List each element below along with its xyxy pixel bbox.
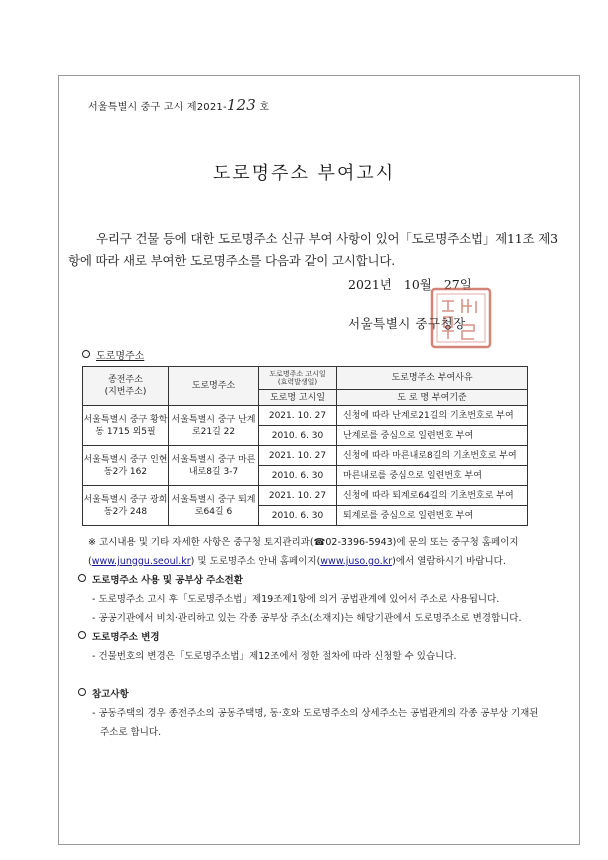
section-reference-head: 참고사항 [78,685,548,704]
page-title: 도로명주소 부여고시 [212,163,396,184]
contact-note: ※ 고시내용 및 기타 자세한 사항은 중구청 토지관리과(☎02-3396-5943)에 문의 또는 중구청 홈페이지(www.junggu.seoul.kr) 및 도로명주소 안내 홈페이지(www.juso.go.kr)에서 열람하시기 바랍니다. [88,537,519,567]
notice-handwritten-number: 123 [226,96,257,114]
header-jibun: 종전주소 (지번주소) [83,367,169,406]
date-cell: 2021. 10. 27 [259,446,337,466]
notice-signer: 서울특별시 중구청장 [348,316,466,331]
jibun-cell: 서울특별시 중구 황학동 1715 외5필 [83,406,169,446]
date-cell: 2010. 6. 30 [259,466,337,486]
date-cell: 2021. 10. 27 [259,406,337,426]
header-date-top: 도로명주소 고시일 (효력발생일) [259,367,337,390]
list-item: - 공동주택의 경우 종전주소의 공동주택명, 동·호와 도로명주소의 상세주소는 공법관계의 각종 공부상 기재된 주소로 합니다. [92,708,539,738]
list-item: - 건물번호의 변경은「도로명주소법」제12조에서 정한 절차에 따라 신청할 수 있습니다. [92,651,457,662]
reason-cell: 난계로를 중심으로 일련번호 부여 [337,426,528,446]
header-road: 도로명주소 [169,367,259,406]
road-cell: 서울특별시 중구 마른내로8길 3-7 [169,446,259,486]
list-item: - 도로명주소 고시 후「도로명주소법」제19조제1항에 의거 공법관계에 있어서 주소로 사용됩니다. [92,594,500,605]
circle-bullet-icon [78,631,86,639]
notice-body: 우리구 건물 등에 대한 도로명주소 신규 부여 사항이 있어「도로명주소법」제11조 제3항에 따라 새로 부여한 도로명주소를 다음과 같이 고시합니다. [68,231,558,268]
table-row [83,406,528,426]
header-reason-sub: 도 로 명 부여기준 [337,390,528,406]
address-table [82,366,528,526]
header-reason: 도로명주소 부여사유 [337,367,528,390]
section-road-address-head: 도로명주소 [82,347,144,362]
circle-bullet-icon [78,574,86,582]
header-date-sub: 도로명 고시일 [259,390,337,406]
circle-bullet-icon [82,350,90,358]
table-row [83,486,528,506]
table-row [83,446,528,466]
road-cell: 서울특별시 중구 난계로21길 22 [169,406,259,446]
notice-suffix: 호 [259,102,270,113]
section-reference [78,685,548,742]
juso-homepage-link[interactable]: www.juso.go.kr [320,556,393,567]
jibun-cell: 서울특별시 중구 인현동2가 162 [83,446,169,486]
notice-number [88,96,269,114]
section-usage-head: 도로명주소 사용 및 공부상 주소전환 [78,571,548,590]
reason-cell: 마른내로를 중심으로 일련번호 부여 [337,466,528,486]
section-usage [78,571,548,628]
circle-bullet-icon [78,688,86,696]
junggu-homepage-link[interactable]: www.junggu.seoul.kr [91,556,191,567]
notice-prefix: 서울특별시 중구 고시 제2021- [88,102,227,113]
date-cell: 2021. 10. 27 [259,486,337,506]
section-change [78,628,548,666]
date-cell: 2010. 6. 30 [259,426,337,446]
reason-cell: 신청에 따라 퇴계로64길의 기초번호로 부여 [337,486,528,506]
table-header-row [83,367,528,390]
section-change-head: 도로명주소 변경 [78,628,548,647]
date-cell: 2010. 6. 30 [259,506,337,526]
reason-cell: 퇴계로를 중심으로 일련번호 부여 [337,506,528,526]
road-cell: 서울특별시 중구 퇴계로64길 6 [169,486,259,526]
jibun-cell: 서울특별시 중구 광희동2가 248 [83,486,169,526]
notice-date: 2021년 10월 27일 [348,277,472,292]
reason-cell: 신청에 따라 난계로21길의 기초번호로 부여 [337,406,528,426]
reason-cell: 신청에 따라 마른내로8길의 기초번호로 부여 [337,446,528,466]
list-item: - 공공기관에서 비치·관리하고 있는 각종 공부상 주소(소재지)는 해당기관에서 도로명주소로 변경합니다. [92,613,522,624]
